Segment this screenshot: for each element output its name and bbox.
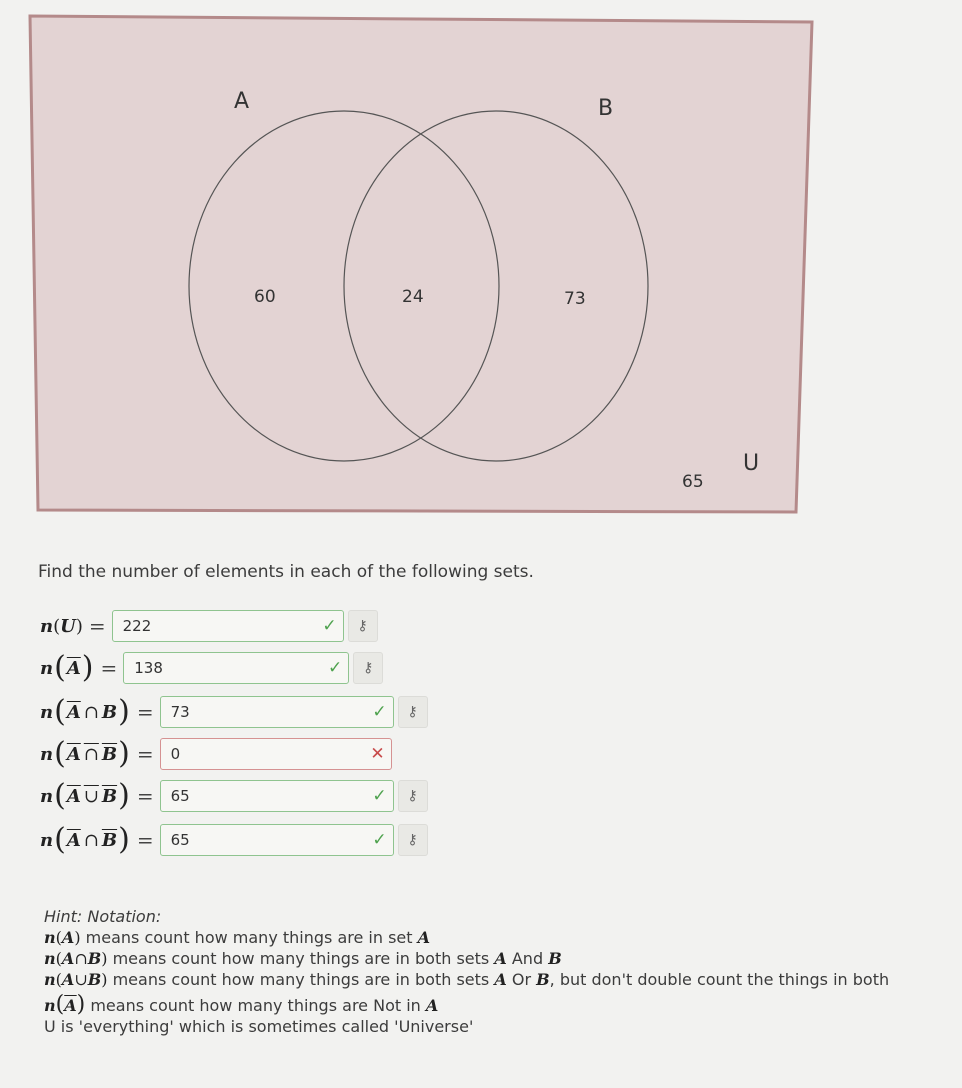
answer-field-n-not-union[interactable] — [160, 780, 394, 812]
value-both: 24 — [402, 287, 424, 307]
check-icon: ✓ — [328, 658, 343, 678]
hint-title: Hint: Notation: — [44, 907, 162, 926]
answer-field-n-u[interactable] — [112, 610, 344, 642]
value-outside: 65 — [682, 472, 704, 492]
key-icon[interactable]: ⚷ — [398, 696, 428, 728]
hint-line-4: $n(\overline{A})$ means count how many things are Not in A — [44, 992, 439, 1017]
cross-icon: ✕ — [370, 744, 385, 764]
expr-n-u: n ( U ) — [40, 615, 83, 637]
check-icon: ✓ — [372, 702, 387, 722]
key-icon[interactable]: ⚷ — [398, 780, 428, 812]
check-icon: ✓ — [322, 616, 337, 636]
instruction-text: Find the number of elements in each of the following sets. — [38, 562, 534, 582]
label-a: A — [234, 89, 250, 114]
expr-n-not-a-and-b: n ( $\overline{A}$ ∩ B ) — [40, 694, 130, 729]
question-row-n-not-a: n ( $\overline{A}$ ) = 138 ✓ ⚷ — [40, 650, 383, 686]
question-row-n-not-union: n ( A ∪ B ) = 65 ✓ ⚷ — [40, 778, 428, 814]
answer-value: 222 — [122, 617, 152, 635]
key-icon[interactable]: ⚷ — [398, 824, 428, 856]
answer-field-n-not-a-and-b[interactable] — [160, 696, 394, 728]
question-row-n-not-intersection: n ( A ∩ B ) = 0 ✕ — [40, 736, 392, 772]
key-icon[interactable]: ⚷ — [353, 652, 383, 684]
hint-line-2: n(A∩B) means count how many things are in both sets A And B — [44, 949, 562, 968]
key-icon[interactable]: ⚷ — [348, 610, 378, 642]
answer-field-n-not-a-and-not-b[interactable] — [160, 824, 394, 856]
answer-value: 138 — [134, 659, 163, 677]
expr-n-not-intersection: n ( A ∩ B ) — [40, 736, 130, 771]
expr-n-not-a-and-not-b: n ( $\overline{A}$ ∩ $\overline{B}$ ) — [40, 822, 130, 857]
answer-value: 0 — [170, 745, 181, 763]
hint-line-3: n(A∪B) means count how many things are in both sets A Or B, but don't double count the things in both — [44, 970, 890, 989]
value-a-only: 60 — [254, 287, 276, 307]
answer-value: 65 — [170, 787, 190, 805]
question-row-n-not-a-and-not-b: n ( $\overline{A}$ ∩ $\overline{B}$ ) = 65 ✓ ⚷ — [40, 822, 428, 858]
hint-line-5: U is 'everything' which is sometimes called 'Universe' — [44, 1017, 474, 1036]
value-b-only: 73 — [564, 289, 586, 309]
answer-field-n-not-intersection[interactable] — [160, 738, 392, 770]
answer-field-n-not-a[interactable] — [123, 652, 349, 684]
label-b: B — [598, 96, 614, 121]
hint-section — [44, 906, 904, 1037]
venn-diagram — [0, 0, 962, 540]
label-u: U — [743, 451, 760, 476]
answer-value: 65 — [170, 831, 190, 849]
question-row-n-not-a-and-b: n ( $\overline{A}$ ∩ B ) = 73 ✓ ⚷ — [40, 694, 428, 730]
check-icon: ✓ — [372, 786, 387, 806]
expr-n-not-union: n ( A ∪ B ) — [40, 778, 130, 813]
answer-value: 73 — [170, 703, 190, 721]
hint-line-1: n(A) means count how many things are in set A — [44, 928, 431, 947]
check-icon: ✓ — [372, 830, 387, 850]
question-row-n-u: n ( U ) = 222 ✓ ⚷ — [40, 608, 378, 644]
expr-n-not-a: n ( $\overline{A}$ ) — [40, 650, 94, 685]
